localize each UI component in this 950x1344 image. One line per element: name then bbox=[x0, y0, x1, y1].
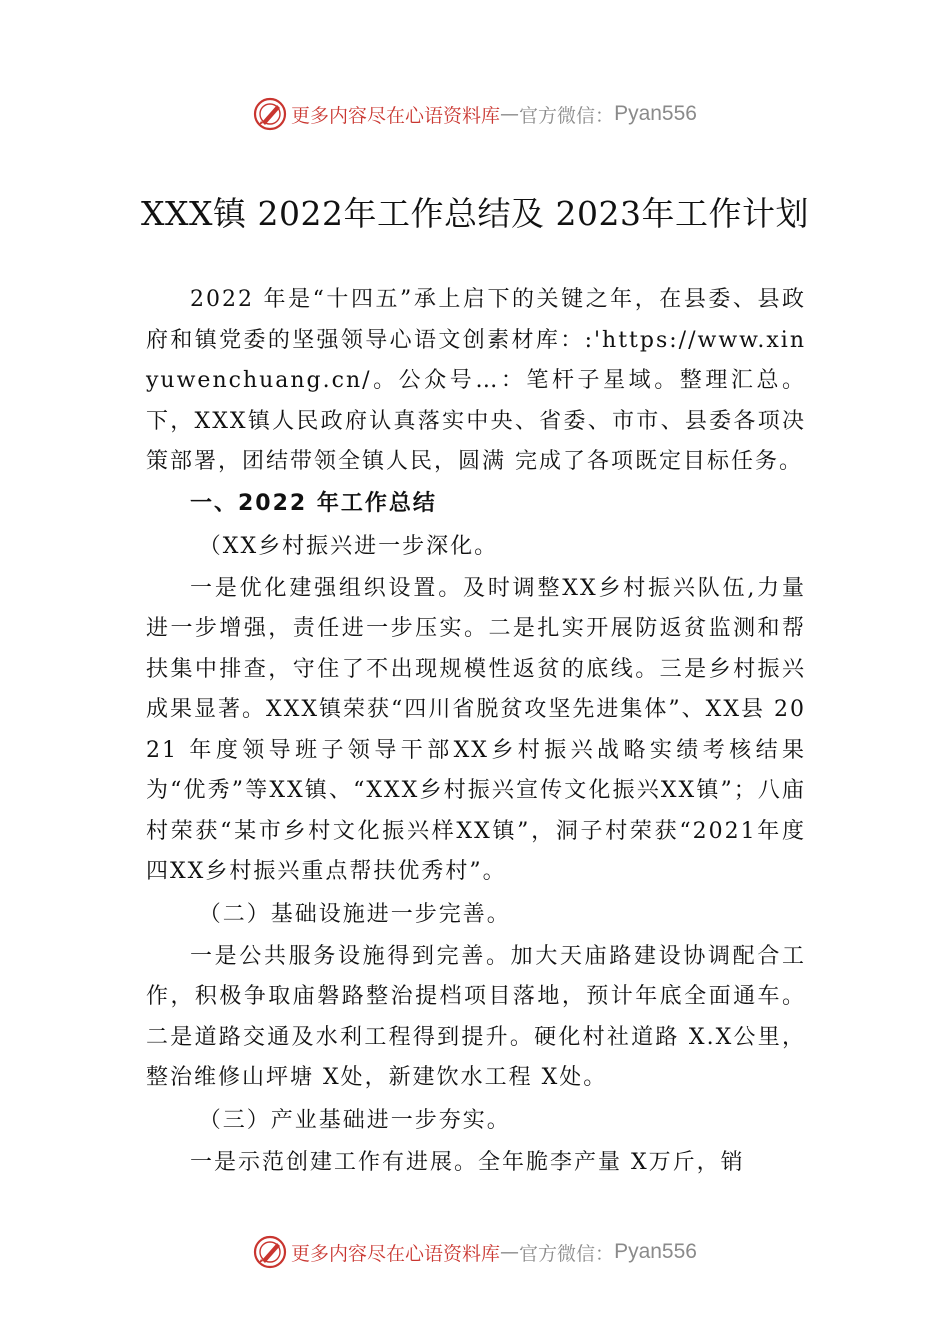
document-title: XXX镇 2022年工作总结及 2023年工作计划 bbox=[141, 194, 809, 233]
subsection-heading-2: （二）基础设施进一步完善。 bbox=[198, 901, 511, 927]
subsection-heading-3: （三）产业基础进一步夯实。 bbox=[198, 1107, 511, 1133]
banner-dash: — bbox=[500, 103, 520, 125]
wechat-id: Pyan556 bbox=[614, 102, 697, 125]
subsection-heading-1: （XX乡村振兴进一步深化。 bbox=[198, 533, 499, 559]
footer-watermark-banner bbox=[0, 1232, 950, 1272]
paragraph-infrastructure: 一是公共服务设施得到完善。加大天庙路建设协调配合工作，积极争取庙磐路整治提档项目落地，预计年底全面通车。二是道路交通及水利工程得到提升。硬化村社道路 X.X公里，整治维修山坪塘 X处，新建饮水工程 X处。 bbox=[146, 943, 806, 1090]
paragraph-industry: 一是示范创建工作有进展。全年脆李产量 X万斤，销 bbox=[190, 1149, 745, 1175]
brand-logo-icon bbox=[253, 1235, 287, 1269]
brand-text: 更多内容尽在心语资料库 bbox=[291, 104, 501, 127]
document-body bbox=[146, 280, 806, 1183]
paragraph-intro: 2022 年是“十四五”承上启下的关键之年，在县委、县政府和镇党委的坚强领导心语文创素材库：:'https://www.xinyuwenchuang.cn/。公众号…：笔杆子星域。整理汇总。下，XXX镇人民政府认真落实中央、省委、市市、县委各项决策部署，团结带领全镇人民，圆满 完成了各项既定目标任务。 bbox=[146, 287, 806, 474]
wechat-label: 官方微信： bbox=[519, 1242, 615, 1265]
brand-text: 更多内容尽在心语资料库 bbox=[291, 1242, 501, 1265]
section-heading-1: 一、2022 年工作总结 bbox=[190, 490, 437, 516]
paragraph-rural-revitalization: 一是优化建强组织设置。及时调整XX乡村振兴队伍,力量进一步增强，责任进一步压实。二是扎实开展防返贫监测和帮扶集中排查，守住了不出现规模性返贫的底线。三是乡村振兴成果显著。XXX镇荣获“四川省脱贫攻坚先进集体”、XX县 2021 年度领导班子领导干部XX乡村振兴战略实绩考核结果为“优秀”等XX镇、“XXX乡村振兴宣传文化振兴XX镇”；八庙村荣获“某市乡村文化振兴样XX镇”，洞子村荣获“2021年度四XX乡村振兴重点帮扶优秀村”。 bbox=[146, 575, 806, 884]
header-watermark-banner bbox=[0, 94, 950, 134]
wechat-label: 官方微信： bbox=[519, 104, 615, 127]
banner-dash: — bbox=[500, 1241, 520, 1263]
brand-logo-icon bbox=[253, 97, 287, 131]
wechat-id: Pyan556 bbox=[614, 1240, 697, 1263]
